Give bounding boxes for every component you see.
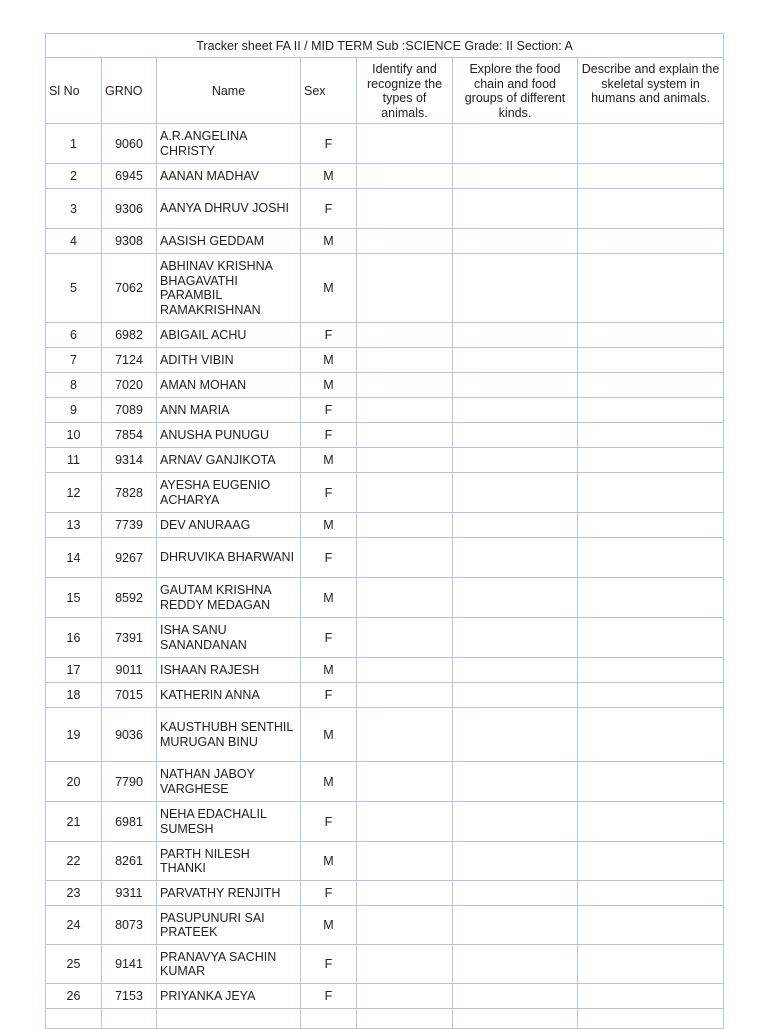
student-name-cell: PRANAVYA SACHIN KUMAR [157,945,301,984]
student-name-cell: AMAN MOHAN [157,373,301,398]
student-name-cell: PARTH NILESH THANKI [157,842,301,881]
tracker-table [45,33,724,1029]
sex-cell: M [301,373,357,398]
grno-cell: 7062 [102,254,157,323]
score-animals-cell[interactable] [357,348,453,373]
score-skeletal-cell[interactable] [578,945,724,984]
grno-cell: 7124 [102,348,157,373]
student-row [46,254,724,323]
score-skeletal-cell[interactable] [578,618,724,658]
score-animals-cell[interactable] [357,538,453,578]
score-skeletal-cell[interactable] [578,348,724,373]
student-row [46,945,724,984]
student-name-cell: AYESHA EUGENIO ACHARYA [157,473,301,513]
sheet-title: Tracker sheet FA II / MID TERM Sub :SCIENCE Grade: II Section: A [46,34,724,58]
score-animals-cell[interactable] [357,984,453,1009]
student-row [46,538,724,578]
score-skeletal-cell[interactable] [578,448,724,473]
score-animals-cell[interactable] [357,1009,453,1029]
score-food-chain-cell[interactable] [453,348,578,373]
sex-cell: F [301,881,357,906]
sex-cell: M [301,708,357,762]
sex-cell: F [301,473,357,513]
student-name-cell: PARVATHY RENJITH [157,881,301,906]
grno-cell: 9314 [102,448,157,473]
score-food-chain-cell[interactable] [453,578,578,618]
student-name-cell: ABHINAV KRISHNA BHAGAVATHI PARAMBIL RAMAKRISHNAN [157,254,301,323]
header-name: Name [157,58,301,124]
student-name-cell: NATHAN JABOY VARGHESE [157,762,301,802]
score-skeletal-cell[interactable] [578,708,724,762]
grno-cell: 9308 [102,229,157,254]
sl-no-cell: 10 [46,423,102,448]
student-row [46,1009,724,1029]
score-animals-cell[interactable] [357,802,453,842]
student-name-cell: AANAN MADHAV [157,164,301,189]
student-name-cell: GAUTAM KRISHNA REDDY MEDAGAN [157,578,301,618]
score-animals-cell[interactable] [357,448,453,473]
sl-no-cell: 4 [46,229,102,254]
grno-cell: 7739 [102,513,157,538]
score-animals-cell[interactable] [357,683,453,708]
sex-cell: F [301,189,357,229]
sex-cell [301,1009,357,1029]
grno-cell: 6945 [102,164,157,189]
score-animals-cell[interactable] [357,373,453,398]
student-name-cell: ANN MARIA [157,398,301,423]
student-name-cell: PRIYANKA JEYA [157,984,301,1009]
grno-cell: 9011 [102,658,157,683]
sl-no-cell: 12 [46,473,102,513]
sl-no-cell: 21 [46,802,102,842]
score-skeletal-cell[interactable] [578,473,724,513]
score-animals-cell[interactable] [357,881,453,906]
student-row [46,984,724,1009]
score-skeletal-cell[interactable] [578,254,724,323]
score-skeletal-cell[interactable] [578,578,724,618]
student-rows [46,124,724,1029]
student-row [46,229,724,254]
score-food-chain-cell[interactable] [453,373,578,398]
score-skeletal-cell[interactable] [578,189,724,229]
student-row [46,164,724,189]
student-row [46,513,724,538]
header-criterion-food-chain: Explore the food chain and food groups of different kinds. [453,58,578,124]
score-food-chain-cell[interactable] [453,658,578,683]
score-animals-cell[interactable] [357,423,453,448]
score-food-chain-cell[interactable] [453,189,578,229]
score-skeletal-cell[interactable] [578,984,724,1009]
grno-cell: 7790 [102,762,157,802]
sl-no-cell: 13 [46,513,102,538]
sex-cell: M [301,254,357,323]
sex-cell: F [301,398,357,423]
sex-cell: F [301,802,357,842]
score-skeletal-cell[interactable] [578,229,724,254]
grno-cell: 7089 [102,398,157,423]
score-food-chain-cell[interactable] [453,323,578,348]
sl-no-cell: 26 [46,984,102,1009]
sex-cell: F [301,323,357,348]
score-animals-cell[interactable] [357,124,453,164]
student-name-cell: KATHERIN ANNA [157,683,301,708]
sex-cell: M [301,658,357,683]
header-sl-no: Sl No [46,58,102,124]
sl-no-cell: 24 [46,906,102,945]
score-animals-cell[interactable] [357,945,453,984]
sex-cell: M [301,229,357,254]
grno-cell: 9306 [102,189,157,229]
grno-cell: 9036 [102,708,157,762]
score-food-chain-cell[interactable] [453,229,578,254]
score-animals-cell[interactable] [357,842,453,881]
student-row [46,881,724,906]
student-name-cell: DHRUVIKA BHARWANI [157,538,301,578]
score-skeletal-cell[interactable] [578,398,724,423]
score-food-chain-cell[interactable] [453,473,578,513]
sl-no-cell: 15 [46,578,102,618]
score-skeletal-cell[interactable] [578,906,724,945]
score-animals-cell[interactable] [357,323,453,348]
sex-cell: M [301,906,357,945]
grno-cell: 9267 [102,538,157,578]
student-row [46,448,724,473]
student-row [46,708,724,762]
grno-cell: 9311 [102,881,157,906]
score-food-chain-cell[interactable] [453,683,578,708]
grno-cell: 7015 [102,683,157,708]
score-food-chain-cell[interactable] [453,842,578,881]
student-row [46,658,724,683]
score-animals-cell[interactable] [357,229,453,254]
sl-no-cell: 18 [46,683,102,708]
sl-no-cell: 3 [46,189,102,229]
sex-cell: M [301,164,357,189]
sl-no-cell: 23 [46,881,102,906]
student-row [46,473,724,513]
score-food-chain-cell[interactable] [453,448,578,473]
student-row [46,842,724,881]
grno-cell: 9060 [102,124,157,164]
score-animals-cell[interactable] [357,254,453,323]
student-row [46,189,724,229]
score-food-chain-cell[interactable] [453,538,578,578]
score-animals-cell[interactable] [357,398,453,423]
score-skeletal-cell[interactable] [578,762,724,802]
student-name-cell: KAUSTHUBH SENTHIL MURUGAN BINU [157,708,301,762]
score-skeletal-cell[interactable] [578,538,724,578]
score-skeletal-cell[interactable] [578,842,724,881]
sl-no-cell: 1 [46,124,102,164]
sl-no-cell: 2 [46,164,102,189]
score-skeletal-cell[interactable] [578,124,724,164]
sl-no-cell: 20 [46,762,102,802]
score-skeletal-cell[interactable] [578,373,724,398]
header-criterion-animals: Identify and recognize the types of animals. [357,58,453,124]
sex-cell: F [301,683,357,708]
student-row [46,802,724,842]
student-row [46,762,724,802]
score-animals-cell[interactable] [357,658,453,683]
sex-cell: F [301,124,357,164]
score-animals-cell[interactable] [357,578,453,618]
sex-cell: M [301,513,357,538]
header-grno: GRNO [102,58,157,124]
score-skeletal-cell[interactable] [578,802,724,842]
header-criterion-skeletal: Describe and explain the skeletal system in humans and animals. [578,58,724,124]
sl-no-cell: 9 [46,398,102,423]
student-name-cell: NEHA EDACHALIL SUMESH [157,802,301,842]
sl-no-cell: 16 [46,618,102,658]
student-name-cell: ISHAAN RAJESH [157,658,301,683]
score-food-chain-cell[interactable] [453,164,578,189]
score-animals-cell[interactable] [357,164,453,189]
sl-no-cell: 7 [46,348,102,373]
score-animals-cell[interactable] [357,762,453,802]
score-food-chain-cell[interactable] [453,984,578,1009]
sex-cell: F [301,984,357,1009]
score-food-chain-cell[interactable] [453,513,578,538]
score-food-chain-cell[interactable] [453,708,578,762]
sl-no-cell: 19 [46,708,102,762]
student-name-cell: ISHA SANU SANANDANAN [157,618,301,658]
score-skeletal-cell[interactable] [578,513,724,538]
sex-cell: M [301,762,357,802]
sl-no-cell: 14 [46,538,102,578]
student-name-cell: ANUSHA PUNUGU [157,423,301,448]
student-row [46,423,724,448]
sl-no-cell: 25 [46,945,102,984]
sex-cell: M [301,578,357,618]
score-food-chain-cell[interactable] [453,618,578,658]
score-animals-cell[interactable] [357,618,453,658]
score-food-chain-cell[interactable] [453,124,578,164]
sl-no-cell: 8 [46,373,102,398]
score-food-chain-cell[interactable] [453,802,578,842]
score-food-chain-cell[interactable] [453,762,578,802]
score-food-chain-cell[interactable] [453,881,578,906]
grno-cell [102,1009,157,1029]
score-food-chain-cell[interactable] [453,254,578,323]
sex-cell: F [301,423,357,448]
sl-no-cell: 17 [46,658,102,683]
student-row [46,683,724,708]
student-row [46,906,724,945]
score-animals-cell[interactable] [357,189,453,229]
score-food-chain-cell[interactable] [453,945,578,984]
score-food-chain-cell[interactable] [453,398,578,423]
student-row [46,348,724,373]
student-row [46,373,724,398]
student-row [46,398,724,423]
score-skeletal-cell[interactable] [578,683,724,708]
grno-cell: 6982 [102,323,157,348]
student-name-cell: DEV ANURAAG [157,513,301,538]
student-row [46,124,724,164]
sex-cell: M [301,448,357,473]
grno-cell: 7020 [102,373,157,398]
student-name-cell: ABIGAIL ACHU [157,323,301,348]
score-skeletal-cell[interactable] [578,164,724,189]
score-animals-cell[interactable] [357,513,453,538]
score-food-chain-cell[interactable] [453,1009,578,1029]
student-name-cell: ARNAV GANJIKOTA [157,448,301,473]
student-row [46,323,724,348]
student-name-cell: AANYA DHRUV JOSHI [157,189,301,229]
score-skeletal-cell[interactable] [578,1009,724,1029]
score-food-chain-cell[interactable] [453,906,578,945]
sl-no-cell: 6 [46,323,102,348]
student-name-cell [157,1009,301,1029]
grno-cell: 6981 [102,802,157,842]
sl-no-cell: 22 [46,842,102,881]
score-skeletal-cell[interactable] [578,658,724,683]
score-skeletal-cell[interactable] [578,423,724,448]
grno-cell: 8261 [102,842,157,881]
student-name-cell: AASISH GEDDAM [157,229,301,254]
grno-cell: 8073 [102,906,157,945]
sex-cell: F [301,538,357,578]
sl-no-cell [46,1009,102,1029]
student-name-cell: ADITH VIBIN [157,348,301,373]
score-food-chain-cell[interactable] [453,423,578,448]
grno-cell: 7153 [102,984,157,1009]
grno-cell: 7391 [102,618,157,658]
student-row [46,618,724,658]
student-name-cell: PASUPUNURI SAI PRATEEK [157,906,301,945]
score-animals-cell[interactable] [357,473,453,513]
score-animals-cell[interactable] [357,906,453,945]
student-name-cell: A.R.ANGELINA CHRISTY [157,124,301,164]
grno-cell: 9141 [102,945,157,984]
sex-cell: M [301,842,357,881]
student-row [46,578,724,618]
sex-cell: F [301,618,357,658]
score-animals-cell[interactable] [357,708,453,762]
grno-cell: 7854 [102,423,157,448]
score-skeletal-cell[interactable] [578,881,724,906]
sex-cell: M [301,348,357,373]
sl-no-cell: 11 [46,448,102,473]
sex-cell: F [301,945,357,984]
sl-no-cell: 5 [46,254,102,323]
grno-cell: 7828 [102,473,157,513]
score-skeletal-cell[interactable] [578,323,724,348]
grno-cell: 8592 [102,578,157,618]
header-sex: Sex [301,58,357,124]
